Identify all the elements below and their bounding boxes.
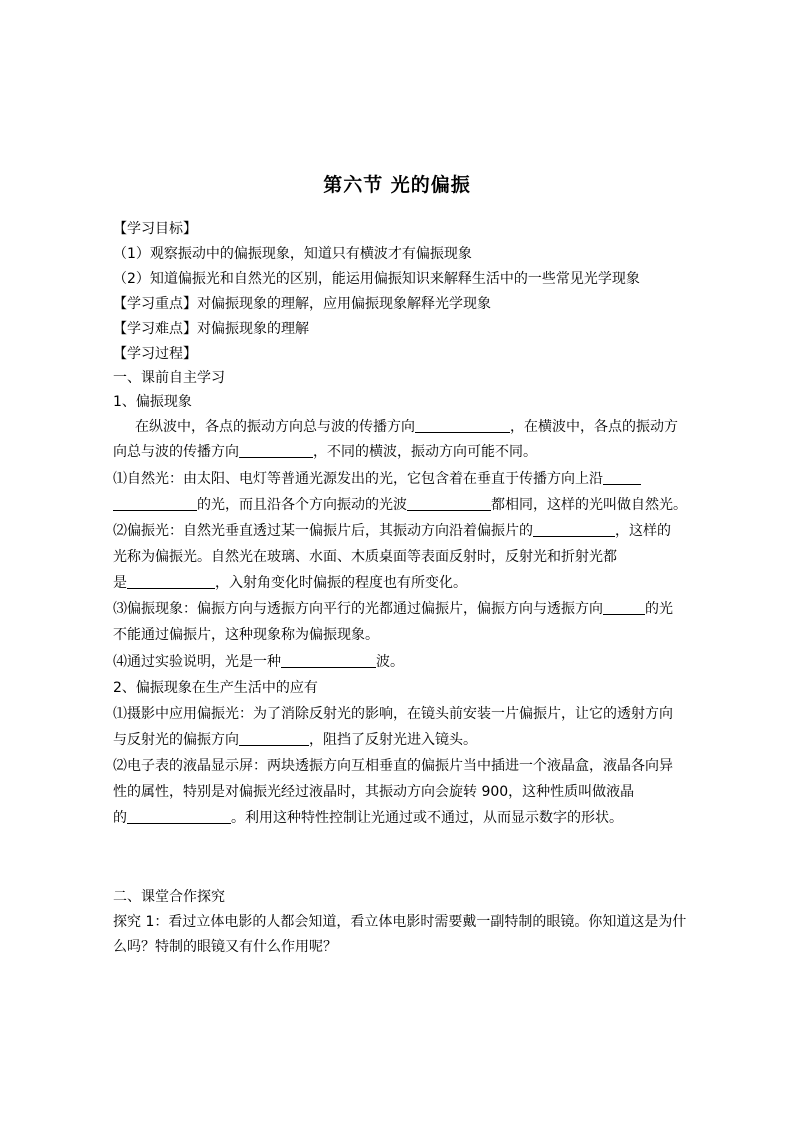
paragraph-line: 不能通过偏振片，这种现象称为偏振现象。: [113, 627, 379, 643]
fill-blank[interactable]: [603, 599, 645, 615]
goal-item-2: （2）知道偏振光和自然光的区别，能运用偏振知识来解释生活中的一些常见光学现象: [113, 271, 640, 287]
text-segment: ⑶偏振现象：偏振方向与透振方向平行的光都通过偏振片，偏振方向与透振方向: [113, 601, 603, 617]
paragraph-line: [113, 729, 683, 751]
text-segment: 波。: [376, 654, 404, 670]
text-segment: 向总与波的传播方向: [113, 444, 239, 460]
paragraph-line: [113, 441, 683, 463]
paragraph-line: [113, 807, 683, 829]
subsection-1-heading: 1、偏振现象: [113, 394, 192, 410]
page-title: 第六节 光的偏振: [323, 174, 471, 196]
paragraph-line: [113, 651, 683, 673]
text-segment: ⑷通过实验说明，光是一种: [113, 654, 281, 670]
paragraph-line: 探究 1：看过立体电影的人都会知道，看立体电影时需要戴一副特制的眼镜。你知道这是为什: [113, 914, 687, 930]
paragraph-line: [113, 572, 683, 594]
text-segment: 的: [113, 810, 127, 826]
fill-blank[interactable]: [415, 417, 510, 433]
text-segment: ⑵偏振光：自然光垂直透过某一偏振片后，其振动方向沿着偏振片的: [113, 523, 533, 539]
text-segment: 。利用这种特性控制让光通过或不通过，从而显示数字的形状。: [231, 810, 623, 826]
fill-blank[interactable]: [127, 808, 231, 824]
text-segment: ⑴自然光：由太阳、电灯等普通光源发出的光，它包含着在垂直于传播方向上沿: [113, 471, 603, 487]
difficulty: 【学习难点】对偏振现象的理解: [113, 321, 309, 337]
text-segment: 是: [113, 575, 127, 591]
text-segment: ，在横波中，各点的振动方: [510, 419, 678, 435]
fill-blank[interactable]: [533, 521, 615, 537]
paragraph-line: [113, 468, 683, 490]
paragraph-line: ⑴摄影中应用偏振光：为了消除反射光的影响，在镜头前安装一片偏振片，让它的透射方向: [113, 706, 673, 722]
fill-blank[interactable]: [603, 469, 641, 485]
text-segment: ，阻挡了反射光进入镜头。: [309, 732, 477, 748]
text-segment: ，不同的横波，振动方向可能不同。: [313, 444, 537, 460]
section1-heading: 一、课前自主学习: [113, 370, 225, 386]
paragraph-line: 性的属性，特别是对偏振光经过液晶时，其振动方向会旋转 900，这种性质叫做液晶: [113, 784, 635, 800]
paragraph-line: ⑵电子表的液晶显示屏：两块透振方向互相垂直的偏振片当中插进一个液晶盒，液晶各向异: [113, 758, 673, 774]
subsection-2-heading: 2、偏振现象在生产生活中的应有: [113, 680, 318, 696]
text-segment: 与反射光的偏振方向: [113, 732, 239, 748]
paragraph-line: [113, 598, 683, 620]
section2-heading: 二、课堂合作探究: [113, 889, 225, 905]
fill-blank[interactable]: [281, 652, 376, 668]
fill-blank[interactable]: [239, 442, 313, 458]
text-segment: ，入射角变化时偏振的程度也有所变化。: [215, 575, 467, 591]
text-segment: 的光: [645, 601, 673, 617]
process-heading: 【学习过程】: [113, 346, 197, 362]
fill-blank[interactable]: [113, 495, 197, 511]
paragraph-line: 光称为偏振光。自然光在玻璃、水面、木质桌面等表面反射时，反射光和折射光都: [113, 549, 617, 565]
paragraph-line: [113, 520, 683, 542]
text-segment: 的光，而且沿各个方向振动的光波: [197, 497, 407, 513]
paragraph-line: 么吗？特制的眼镜又有什么作用呢？: [113, 939, 337, 955]
paragraph-line: [135, 416, 683, 438]
text-segment: 在纵波中，各点的振动方向总与波的传播方向: [135, 419, 415, 435]
fill-blank[interactable]: [407, 495, 491, 511]
goals-heading: 【学习目标】: [113, 221, 197, 237]
fill-blank[interactable]: [127, 573, 215, 589]
text-segment: 都相同，这样的光叫做自然光。: [491, 497, 687, 513]
key-points: 【学习重点】对偏振现象的理解，应用偏振现象解释光学现象: [113, 296, 491, 312]
paragraph-line: [113, 494, 687, 516]
fill-blank[interactable]: [239, 730, 309, 746]
text-segment: ，这样的: [615, 523, 671, 539]
goal-item-1: （1）观察振动中的偏振现象，知道只有横波才有偏振现象: [113, 246, 472, 262]
